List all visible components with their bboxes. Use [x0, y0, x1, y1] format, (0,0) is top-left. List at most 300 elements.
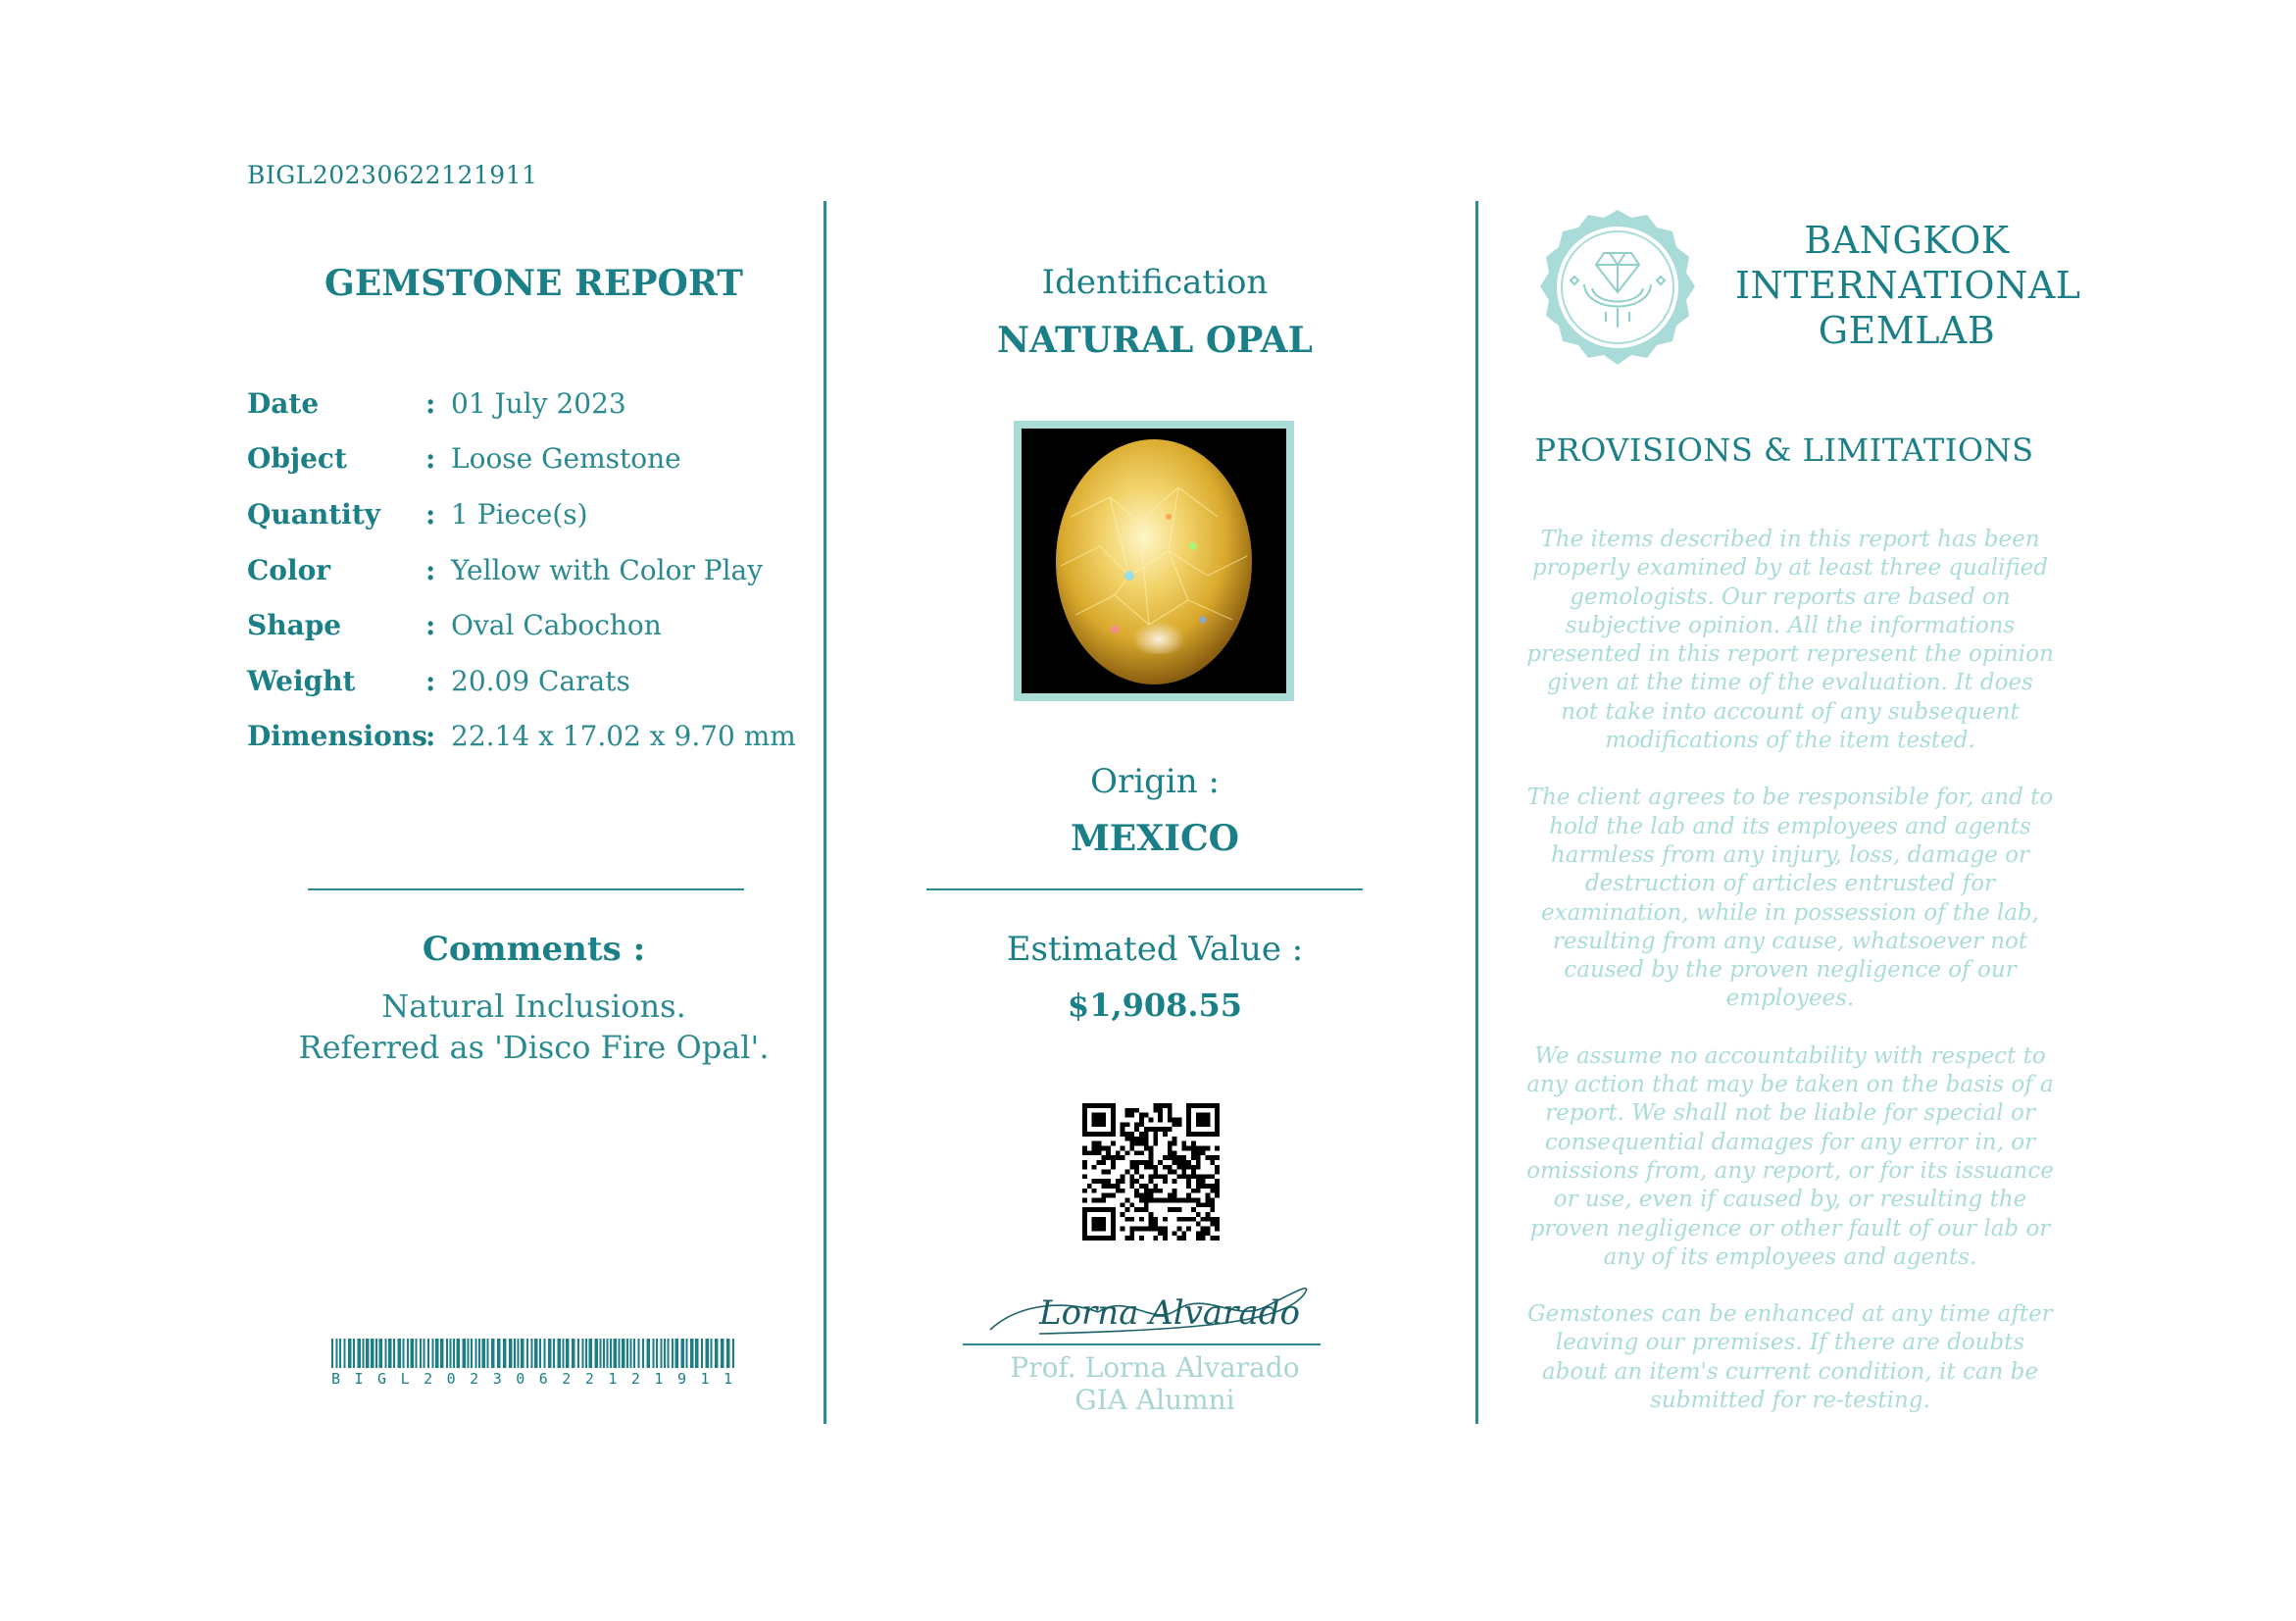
property-colon: :	[425, 442, 436, 476]
qr-module	[1210, 1222, 1215, 1227]
qr-module	[1129, 1174, 1134, 1179]
barcode-bar	[521, 1339, 524, 1368]
qr-module	[1163, 1236, 1168, 1241]
qr-module	[1177, 1160, 1182, 1165]
qr-module	[1129, 1184, 1134, 1189]
signature-line	[963, 1343, 1321, 1345]
barcode-bar	[475, 1339, 477, 1368]
barcode-bar	[653, 1339, 655, 1368]
barcode-bar	[681, 1339, 685, 1368]
barcode-bar	[638, 1339, 640, 1368]
barcode-bar	[686, 1339, 688, 1368]
qr-module	[1129, 1137, 1134, 1141]
qr-module	[1134, 1141, 1139, 1146]
qr-module	[1134, 1179, 1139, 1184]
barcode-bar	[432, 1339, 434, 1368]
qr-module	[1215, 1155, 1220, 1160]
qr-module	[1168, 1141, 1173, 1146]
qr-module	[1201, 1227, 1206, 1232]
qr-module	[1158, 1160, 1163, 1165]
qr-module	[1163, 1174, 1168, 1179]
qr-module	[1092, 1217, 1106, 1231]
qr-module	[1196, 1160, 1201, 1165]
qr-module	[1139, 1160, 1144, 1165]
property-value: 1 Piece(s)	[451, 497, 588, 531]
barcode-bar	[732, 1339, 734, 1368]
qr-module	[1096, 1179, 1101, 1184]
center-divider	[926, 888, 1363, 890]
qr-module	[1149, 1198, 1154, 1203]
qr-module	[1177, 1122, 1182, 1127]
qr-module	[1153, 1127, 1158, 1132]
barcode-bar	[420, 1339, 422, 1368]
qr-module	[1149, 1165, 1154, 1170]
qr-module	[1173, 1189, 1177, 1193]
qr-module	[1149, 1160, 1154, 1165]
qr-module	[1149, 1217, 1154, 1222]
qr-module	[1196, 1150, 1201, 1155]
qr-module	[1139, 1217, 1144, 1222]
barcode-bar	[610, 1339, 612, 1368]
barcode-bar	[393, 1339, 395, 1368]
barcode-bar	[566, 1339, 570, 1368]
qr-module	[1111, 1160, 1116, 1165]
barcode-bar	[531, 1339, 533, 1368]
qr-module	[1186, 1193, 1191, 1198]
qr-module	[1121, 1179, 1125, 1184]
qr-module	[1191, 1207, 1196, 1212]
qr-module	[1149, 1212, 1154, 1217]
qr-module	[1168, 1103, 1173, 1108]
barcode-bar	[706, 1339, 710, 1368]
property-colon: :	[425, 609, 436, 642]
qr-module	[1144, 1127, 1149, 1132]
qr-module	[1092, 1145, 1097, 1150]
lab-seal-logo	[1535, 206, 1700, 371]
qr-module	[1144, 1184, 1149, 1189]
qr-module	[1149, 1193, 1154, 1198]
qr-module	[1168, 1113, 1173, 1118]
qr-module	[1181, 1231, 1186, 1236]
qr-module	[1168, 1155, 1173, 1160]
qr-module	[1129, 1236, 1134, 1241]
report-title: GEMSTONE REPORT	[324, 263, 743, 304]
qr-module	[1181, 1174, 1186, 1179]
qr-module	[1129, 1108, 1134, 1113]
identification-value: NATURAL OPAL	[997, 320, 1313, 361]
qr-module	[1210, 1184, 1215, 1189]
qr-module	[1191, 1174, 1196, 1179]
qr-module	[1124, 1150, 1129, 1155]
qr-module	[1153, 1103, 1158, 1108]
barcode	[331, 1339, 735, 1368]
barcode-bar	[463, 1339, 467, 1368]
qr-module	[1215, 1145, 1220, 1150]
qr-module	[1124, 1137, 1129, 1141]
qr-module	[1210, 1160, 1215, 1165]
qr-module	[1163, 1231, 1168, 1236]
qr-module	[1134, 1227, 1139, 1232]
qr-module	[1106, 1170, 1111, 1175]
property-label: Quantity	[247, 497, 381, 531]
qr-module	[1215, 1217, 1220, 1222]
qr-module	[1121, 1202, 1125, 1207]
qr-module	[1210, 1202, 1215, 1207]
qr-module	[1111, 1184, 1116, 1189]
barcode-bar	[558, 1339, 562, 1368]
qr-module	[1168, 1207, 1173, 1212]
qr-module	[1096, 1198, 1101, 1203]
qr-module	[1196, 1179, 1201, 1184]
qr-module	[1139, 1150, 1144, 1155]
qr-module	[1101, 1198, 1106, 1203]
qr-module	[1149, 1179, 1154, 1184]
barcode-bar	[595, 1339, 599, 1368]
qr-module	[1181, 1217, 1186, 1222]
qr-module	[1129, 1227, 1134, 1232]
qr-module	[1186, 1174, 1191, 1179]
qr-module	[1191, 1198, 1196, 1203]
qr-module	[1191, 1217, 1196, 1222]
property-colon: :	[425, 497, 436, 531]
property-label: Object	[247, 442, 347, 476]
qr-module	[1106, 1184, 1111, 1189]
qr-module	[1215, 1222, 1220, 1227]
barcode-bar	[366, 1339, 370, 1368]
barcode-bar	[446, 1339, 448, 1368]
qr-module	[1092, 1150, 1097, 1155]
qr-module	[1201, 1202, 1206, 1207]
qr-module	[1153, 1222, 1158, 1227]
qr-module	[1082, 1160, 1087, 1165]
signer-name: Prof. Lorna Alvarado	[1010, 1351, 1300, 1384]
comments-line-2: Referred as 'Disco Fire Opal'.	[298, 1029, 770, 1066]
barcode-bar	[630, 1339, 632, 1368]
qr-module	[1096, 1160, 1101, 1165]
lab-name	[1735, 218, 2081, 353]
qr-module	[1210, 1236, 1215, 1241]
qr-module	[1181, 1170, 1186, 1175]
qr-module	[1129, 1132, 1134, 1137]
qr-module	[1163, 1179, 1168, 1184]
qr-module	[1149, 1155, 1154, 1160]
property-value: 20.09 Carats	[451, 664, 630, 697]
barcode-number: BIGL20230622121911	[331, 1370, 747, 1388]
qr-module	[1177, 1155, 1182, 1160]
barcode-bar	[633, 1339, 635, 1368]
qr-module	[1139, 1132, 1144, 1137]
qr-module	[1206, 1184, 1211, 1189]
qr-module	[1201, 1217, 1206, 1222]
qr-module	[1168, 1193, 1173, 1198]
qr-module	[1210, 1207, 1215, 1212]
barcode-bar	[403, 1339, 405, 1368]
qr-module	[1101, 1184, 1106, 1189]
qr-module	[1163, 1127, 1168, 1132]
estimated-value: $1,908.55	[1067, 987, 1243, 1024]
property-colon: :	[425, 664, 436, 697]
qr-module	[1158, 1174, 1163, 1179]
property-value: Yellow with Color Play	[451, 553, 764, 586]
barcode-bar	[379, 1339, 383, 1368]
qr-module	[1196, 1113, 1210, 1127]
qr-module	[1139, 1141, 1144, 1146]
qr-module	[1144, 1113, 1149, 1118]
qr-module	[1082, 1189, 1087, 1193]
property-row-shape	[247, 597, 796, 653]
qr-module	[1196, 1198, 1201, 1203]
qr-module	[1134, 1150, 1139, 1155]
qr-module	[1215, 1165, 1220, 1170]
qr-module	[1134, 1165, 1139, 1170]
qr-module	[1196, 1202, 1201, 1207]
barcode-bar	[647, 1339, 651, 1368]
qr-code	[1082, 1103, 1220, 1241]
qr-module	[1134, 1207, 1139, 1212]
qr-module	[1139, 1198, 1144, 1203]
qr-module	[1092, 1113, 1106, 1127]
qr-module	[1215, 1193, 1220, 1198]
qr-module	[1116, 1184, 1121, 1189]
qr-module	[1139, 1184, 1144, 1189]
qr-module	[1191, 1155, 1196, 1160]
qr-module	[1134, 1189, 1139, 1193]
barcode-bar	[491, 1339, 495, 1368]
qr-module	[1149, 1222, 1154, 1227]
qr-module	[1092, 1141, 1097, 1146]
qr-module	[1163, 1103, 1168, 1108]
qr-module	[1177, 1174, 1182, 1179]
qr-module	[1111, 1155, 1116, 1160]
comments-line-1: Natural Inclusions.	[381, 988, 686, 1025]
qr-module	[1196, 1231, 1201, 1236]
qr-module	[1206, 1145, 1211, 1150]
qr-module	[1121, 1155, 1125, 1160]
barcode-bar	[375, 1339, 377, 1368]
qr-module	[1177, 1165, 1182, 1170]
qr-module	[1181, 1198, 1186, 1203]
barcode-bar	[656, 1339, 658, 1368]
provisions-paragraph-2: The client agrees to be responsible for, and to hold the lab and its employees and agents harmless from any injury, loss, damage or destruction of articles entrusted for examination, while in possession of the lab, resulting from any cause, whatsoever not caused by the proven negligence of our employees.	[1526, 785, 2054, 1012]
qr-module	[1101, 1170, 1106, 1175]
qr-module	[1082, 1174, 1087, 1179]
qr-module	[1168, 1145, 1173, 1150]
qr-module	[1153, 1165, 1158, 1170]
qr-module	[1163, 1198, 1168, 1203]
barcode-bar	[331, 1339, 333, 1368]
qr-module	[1134, 1160, 1139, 1165]
qr-module	[1191, 1189, 1196, 1193]
lab-name-line-2: INTERNATIONAL	[1735, 264, 2081, 307]
property-row-date	[247, 376, 796, 431]
qr-module	[1206, 1202, 1211, 1207]
barcode-bar	[661, 1339, 663, 1368]
qr-module	[1134, 1170, 1139, 1175]
qr-module	[1168, 1150, 1173, 1155]
qr-module	[1186, 1217, 1191, 1222]
qr-module	[1134, 1122, 1139, 1127]
qr-module	[1196, 1222, 1201, 1227]
qr-module	[1173, 1137, 1177, 1141]
qr-module	[1144, 1207, 1149, 1212]
barcode-bar	[348, 1339, 352, 1368]
property-colon: :	[425, 720, 436, 753]
qr-module	[1210, 1198, 1215, 1203]
qr-module	[1215, 1236, 1220, 1241]
qr-module	[1173, 1122, 1177, 1127]
qr-module	[1111, 1165, 1116, 1170]
barcode-bar	[487, 1339, 489, 1368]
barcode-bar	[411, 1339, 415, 1368]
property-value: 22.14 x 17.02 x 9.70 mm	[451, 720, 796, 753]
barcode-bar	[721, 1339, 724, 1368]
barcode-bar	[715, 1339, 719, 1368]
qr-module	[1096, 1145, 1101, 1150]
qr-module	[1191, 1165, 1196, 1170]
barcode-bar	[385, 1339, 387, 1368]
barcode-bar	[526, 1339, 528, 1368]
qr-module	[1177, 1198, 1182, 1203]
gemstone-photo-frame	[1014, 421, 1294, 701]
qr-module	[1124, 1170, 1129, 1175]
qr-module	[1149, 1150, 1154, 1155]
qr-module	[1181, 1155, 1186, 1160]
qr-module	[1158, 1127, 1163, 1132]
qr-module	[1173, 1198, 1177, 1203]
qr-module	[1173, 1150, 1177, 1155]
qr-module	[1096, 1141, 1101, 1146]
barcode-bar	[407, 1339, 409, 1368]
qr-module	[1177, 1236, 1182, 1241]
qr-module	[1186, 1227, 1191, 1232]
qr-module	[1168, 1165, 1173, 1170]
qr-module	[1153, 1108, 1158, 1113]
qr-module	[1124, 1207, 1129, 1212]
barcode-bar	[589, 1339, 593, 1368]
barcode-bar	[416, 1339, 418, 1368]
qr-module	[1158, 1231, 1163, 1236]
qr-module	[1215, 1227, 1220, 1232]
qr-module	[1210, 1174, 1215, 1179]
report-id: BIGL20230622121911	[247, 161, 538, 189]
qr-module	[1163, 1227, 1168, 1232]
qr-module	[1116, 1150, 1121, 1155]
qr-module	[1153, 1184, 1158, 1189]
barcode-bar	[585, 1339, 587, 1368]
property-value: 01 July 2023	[451, 386, 626, 420]
qr-module	[1082, 1150, 1087, 1155]
qr-module	[1201, 1231, 1206, 1236]
property-colon: :	[425, 386, 436, 420]
property-row-object	[247, 431, 796, 487]
provisions-title: PROVISIONS & LIMITATIONS	[1534, 431, 2034, 469]
barcode-bar	[726, 1339, 730, 1368]
qr-module	[1158, 1113, 1163, 1118]
barcode-bar	[534, 1339, 538, 1368]
qr-module	[1153, 1198, 1158, 1203]
qr-module	[1153, 1217, 1158, 1222]
qr-module	[1191, 1150, 1196, 1155]
qr-module	[1168, 1198, 1173, 1203]
properties-list	[247, 376, 796, 764]
qr-module	[1196, 1155, 1201, 1160]
qr-module	[1181, 1160, 1186, 1165]
qr-module	[1124, 1122, 1129, 1127]
qr-module	[1149, 1145, 1154, 1150]
qr-module	[1101, 1179, 1106, 1184]
provisions-paragraph-4: Gemstones can be enhanced at any time after leaving our premises. If there are doubts about an item's current condition, it can be submitted for re-testing.	[1527, 1301, 2053, 1414]
barcode-bar	[344, 1339, 346, 1368]
qr-module	[1158, 1189, 1163, 1193]
qr-module	[1210, 1217, 1215, 1222]
qr-module	[1173, 1231, 1177, 1236]
qr-module	[1106, 1145, 1111, 1150]
signer-title: GIA Alumni	[1074, 1384, 1235, 1416]
qr-module	[1106, 1193, 1111, 1198]
barcode-bar	[358, 1339, 362, 1368]
barcode-bar	[514, 1339, 516, 1368]
qr-module	[1215, 1179, 1220, 1184]
qr-module	[1144, 1202, 1149, 1207]
barcode-bar	[695, 1339, 699, 1368]
qr-module	[1196, 1236, 1201, 1241]
barcode-bar	[544, 1339, 546, 1368]
qr-module	[1149, 1117, 1154, 1122]
qr-module	[1139, 1174, 1144, 1179]
qr-module	[1173, 1117, 1177, 1122]
barcode-bar	[435, 1339, 439, 1368]
qr-module	[1201, 1174, 1206, 1179]
signer-block	[831, 1351, 1478, 1416]
qr-module	[1173, 1141, 1177, 1146]
qr-module	[1206, 1212, 1211, 1217]
qr-module	[1158, 1198, 1163, 1203]
qr-module	[1168, 1127, 1173, 1132]
barcode-bar	[427, 1339, 429, 1368]
barcode-bar	[701, 1339, 703, 1368]
qr-module	[1096, 1150, 1101, 1155]
qr-module	[1121, 1145, 1125, 1150]
barcode-bar	[539, 1339, 541, 1368]
qr-module	[1129, 1231, 1134, 1236]
qr-module	[1191, 1141, 1196, 1146]
qr-module	[1186, 1165, 1191, 1170]
barcode-bar	[468, 1339, 470, 1368]
qr-module	[1134, 1193, 1139, 1198]
signature-text: Lorna Alvarado	[1039, 1293, 1300, 1333]
qr-module	[1134, 1127, 1139, 1132]
barcode-bar	[619, 1339, 621, 1368]
qr-module	[1181, 1141, 1186, 1146]
qr-module	[1149, 1174, 1154, 1179]
qr-module	[1121, 1127, 1125, 1132]
qr-module	[1144, 1132, 1149, 1137]
qr-module	[1101, 1160, 1106, 1165]
qr-module	[1129, 1202, 1134, 1207]
qr-module	[1163, 1132, 1168, 1137]
barcode-bar	[509, 1339, 513, 1368]
barcode-bar	[471, 1339, 473, 1368]
barcode-bar	[572, 1339, 575, 1368]
qr-module	[1201, 1145, 1206, 1150]
qr-module	[1201, 1184, 1206, 1189]
barcode-bar	[503, 1339, 507, 1368]
qr-module	[1153, 1174, 1158, 1179]
barcode-bar	[668, 1339, 670, 1368]
signature	[980, 1273, 1319, 1343]
qr-module	[1196, 1165, 1201, 1170]
qr-module	[1139, 1122, 1144, 1127]
